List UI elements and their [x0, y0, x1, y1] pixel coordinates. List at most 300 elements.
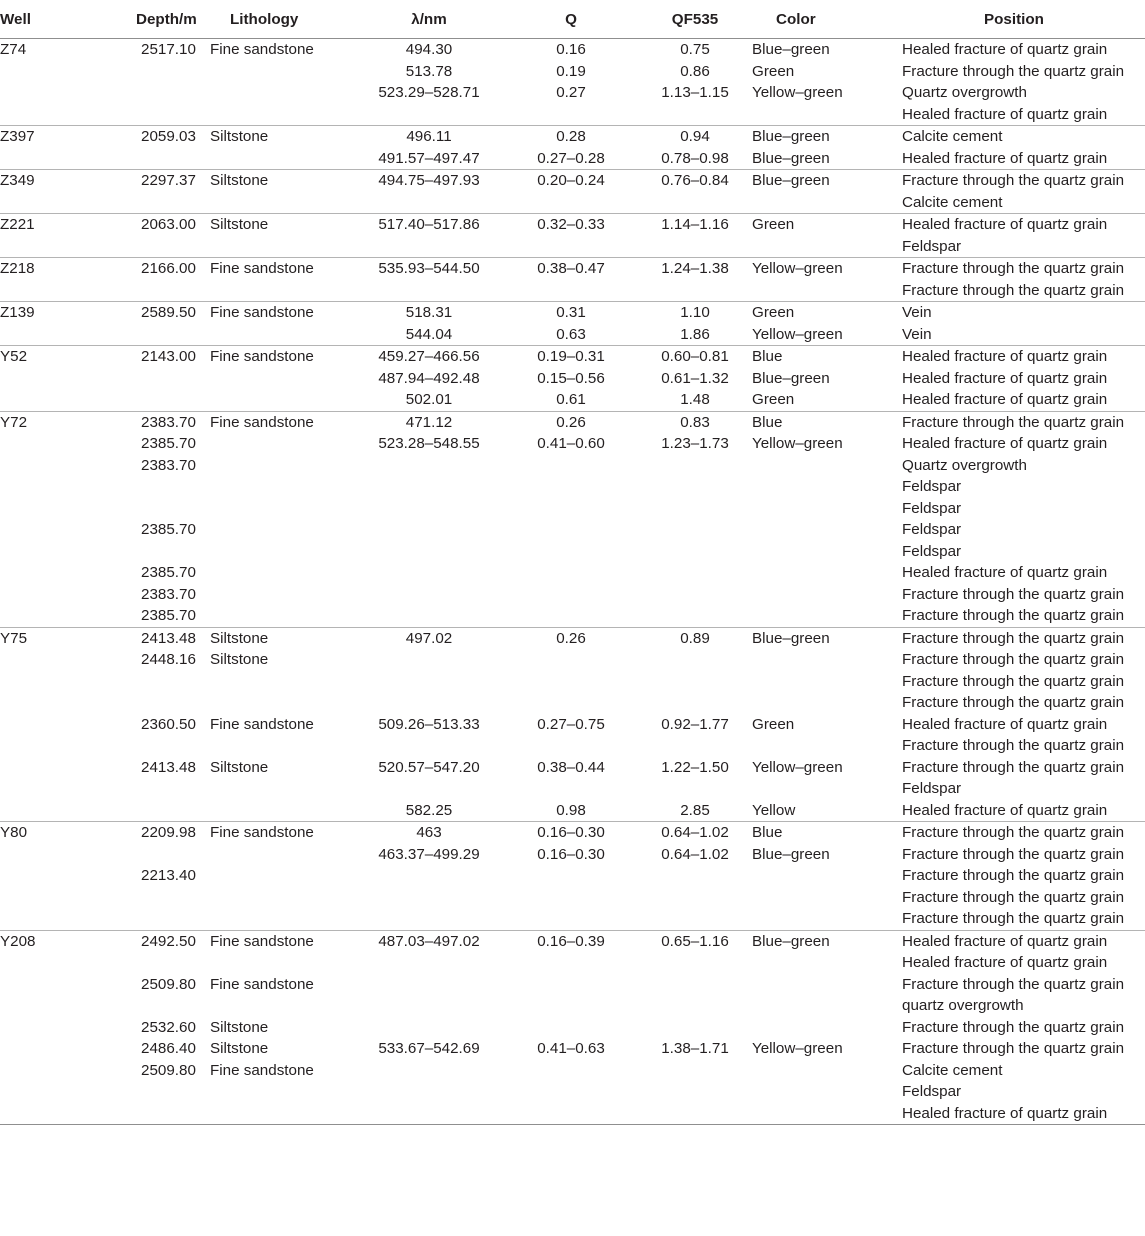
qf535-value — [638, 519, 752, 541]
well-value — [0, 368, 46, 390]
lithology-value — [210, 995, 354, 1017]
cell-well — [0, 346, 46, 412]
cell-lithology — [210, 126, 354, 170]
table-row — [0, 627, 1145, 822]
qf535-value — [638, 605, 752, 627]
depth-value — [141, 280, 210, 302]
well-value — [0, 887, 46, 909]
depth-value — [141, 82, 210, 104]
cell-depth — [46, 302, 210, 346]
lithology-value: Siltstone — [210, 1018, 269, 1036]
position-value: Feldspar — [902, 237, 962, 255]
well-value: Z349 — [0, 172, 35, 189]
lithology-value — [210, 908, 354, 930]
position-value: Fracture through the quartz grain — [902, 172, 1125, 189]
depth-value — [141, 104, 210, 126]
well-value: Y72 — [0, 413, 28, 431]
cell-q — [504, 126, 638, 170]
depth-value: 2209.98 — [141, 824, 196, 841]
well-value — [0, 952, 46, 974]
lambda-value: 494.30 — [405, 41, 453, 58]
cell-color — [752, 302, 902, 346]
cell-position — [902, 822, 1145, 931]
qf535-value: 0.94 — [680, 128, 710, 145]
qf535-value — [638, 649, 752, 671]
lithology-value: Siltstone — [210, 216, 269, 233]
lithology-value: Fine sandstone — [210, 260, 314, 277]
lambda-value — [354, 671, 504, 693]
well-value — [0, 1081, 46, 1103]
well-value: Z139 — [0, 304, 35, 321]
lithology-value: Fine sandstone — [210, 41, 314, 58]
color-value — [752, 692, 902, 714]
position-value: Healed fracture of quartz grain — [902, 149, 1108, 167]
color-value — [752, 1060, 902, 1082]
depth-value — [141, 498, 210, 520]
cell-depth — [46, 214, 210, 258]
cell-position — [902, 302, 1145, 346]
qf535-value: 0.92–1.77 — [661, 715, 729, 733]
cell-depth — [46, 346, 210, 412]
position-value: Fracture through the quartz grain — [902, 413, 1125, 431]
depth-value: 2383.70 — [141, 413, 196, 431]
q-value — [504, 192, 638, 214]
color-value — [752, 908, 902, 930]
cell-q — [504, 214, 638, 258]
cell-color — [752, 627, 902, 822]
cell-color — [752, 126, 902, 170]
lithology-value — [210, 735, 354, 757]
lithology-value — [210, 519, 354, 541]
well-value — [0, 498, 46, 520]
qf535-value — [638, 778, 752, 800]
q-value — [504, 671, 638, 693]
lithology-value — [210, 82, 354, 104]
lambda-value — [354, 498, 504, 520]
well-value — [0, 280, 46, 302]
cell-qf535 — [638, 126, 752, 170]
lithology-value — [210, 562, 354, 584]
qf535-value — [638, 584, 752, 606]
well-value — [0, 476, 46, 498]
color-value: Yellow–green — [752, 325, 843, 343]
lithology-value — [210, 192, 354, 214]
position-value: Feldspar — [902, 478, 962, 495]
color-value — [752, 778, 902, 800]
position-value: Fracture through the quartz grain — [902, 737, 1125, 754]
qf535-value: 1.10 — [680, 304, 710, 321]
table-row — [0, 170, 1145, 214]
lithology-value: Siltstone — [210, 651, 269, 668]
q-value — [504, 605, 638, 627]
position-value: Fracture through the quartz grain — [902, 824, 1125, 841]
header-well: Well — [0, 0, 46, 39]
position-value: Fracture through the quartz grain — [902, 62, 1125, 80]
q-value — [504, 562, 638, 584]
lambda-value — [354, 1103, 504, 1125]
well-value — [0, 800, 46, 822]
depth-value: 2517.10 — [141, 41, 196, 58]
lambda-value — [354, 455, 504, 477]
q-value: 0.27–0.28 — [537, 149, 605, 167]
table-row — [0, 258, 1145, 302]
position-value: Healed fracture of quartz grain — [902, 105, 1108, 123]
color-value: Blue–green — [752, 128, 830, 145]
qf535-value: 1.22–1.50 — [661, 758, 729, 776]
well-value — [0, 61, 46, 83]
cell-color — [752, 39, 902, 126]
cell-lithology — [210, 258, 354, 302]
q-value: 0.31 — [556, 304, 586, 321]
qf535-value — [638, 498, 752, 520]
well-value: Z221 — [0, 216, 35, 233]
q-value — [504, 865, 638, 887]
well-value — [0, 605, 46, 627]
lambda-value: 471.12 — [405, 413, 453, 431]
position-value: Quartz overgrowth — [902, 84, 1027, 101]
cell-depth — [46, 258, 210, 302]
depth-value — [141, 778, 210, 800]
lambda-value: 509.26–513.33 — [378, 715, 480, 733]
qf535-value — [638, 974, 752, 996]
color-value — [752, 236, 902, 258]
header-color: Color — [752, 0, 902, 39]
color-value: Yellow–green — [752, 758, 843, 776]
well-value — [0, 236, 46, 258]
lambda-value: 487.03–497.02 — [378, 932, 480, 950]
lambda-value — [354, 908, 504, 930]
well-value — [0, 692, 46, 714]
q-value — [504, 995, 638, 1017]
depth-value — [141, 148, 210, 170]
well-value — [0, 541, 46, 563]
position-value: Fracture through the quartz grain — [902, 1018, 1125, 1036]
q-value — [504, 519, 638, 541]
cell-depth — [46, 126, 210, 170]
position-value: Healed fracture of quartz grain — [902, 564, 1108, 581]
color-value: Green — [752, 391, 795, 408]
lithology-value — [210, 800, 354, 822]
lithology-value — [210, 952, 354, 974]
lambda-value — [354, 104, 504, 126]
depth-value: 2385.70 — [141, 607, 196, 624]
well-value: Z74 — [0, 41, 27, 58]
lambda-value: 459.27–466.56 — [378, 348, 480, 365]
color-value: Yellow–green — [752, 435, 843, 452]
depth-value — [141, 671, 210, 693]
lithology-value — [210, 1103, 354, 1125]
lambda-value — [354, 192, 504, 214]
lambda-value — [354, 476, 504, 498]
lithology-value: Fine sandstone — [210, 304, 314, 321]
qf535-value — [638, 280, 752, 302]
lithology-value: Fine sandstone — [210, 932, 314, 950]
qf535-value: 0.75 — [680, 41, 710, 58]
depth-value: 2589.50 — [141, 304, 196, 321]
color-value — [752, 671, 902, 693]
position-value: Fracture through the quartz grain — [902, 1040, 1125, 1057]
depth-value — [141, 389, 210, 411]
well-value — [0, 104, 46, 126]
lithology-value — [210, 498, 354, 520]
header-q: Q — [504, 0, 638, 39]
lambda-value: 497.02 — [405, 629, 453, 647]
qf535-value — [638, 865, 752, 887]
lambda-value — [354, 735, 504, 757]
qf535-value: 1.24–1.38 — [661, 260, 729, 277]
cell-lithology — [210, 822, 354, 931]
q-value — [504, 649, 638, 671]
position-value: Fracture through the quartz grain — [902, 585, 1125, 603]
depth-value: 2383.70 — [141, 585, 196, 603]
qf535-value: 0.60–0.81 — [661, 348, 729, 365]
well-value: Y80 — [0, 824, 28, 841]
cell-lambda — [354, 930, 504, 1125]
lambda-value: 582.25 — [405, 801, 453, 819]
well-value — [0, 433, 46, 455]
depth-value: 2297.37 — [141, 172, 196, 189]
cell-qf535 — [638, 302, 752, 346]
well-value: Z218 — [0, 260, 35, 277]
q-value: 0.61 — [556, 391, 586, 408]
qf535-value — [638, 1017, 752, 1039]
q-value — [504, 236, 638, 258]
qf535-value — [638, 692, 752, 714]
well-value — [0, 1060, 46, 1082]
lithology-value — [210, 541, 354, 563]
position-value: Feldspar — [902, 499, 962, 517]
color-value: Green — [752, 216, 795, 233]
depth-value — [141, 476, 210, 498]
q-value: 0.20–0.24 — [537, 172, 605, 189]
depth-value: 2486.40 — [141, 1040, 196, 1057]
depth-value: 2360.50 — [141, 715, 196, 733]
q-value: 0.27 — [556, 84, 586, 101]
depth-value: 2385.70 — [141, 435, 196, 452]
header-qf535: QF535 — [638, 0, 752, 39]
position-value: Feldspar — [902, 521, 962, 538]
table-row — [0, 39, 1145, 126]
cell-position — [902, 930, 1145, 1125]
lithology-value: Siltstone — [210, 172, 269, 189]
lithology-value: Fine sandstone — [210, 413, 314, 431]
position-value: Feldspar — [902, 780, 962, 797]
lambda-value — [354, 562, 504, 584]
cell-lithology — [210, 302, 354, 346]
cell-q — [504, 627, 638, 822]
q-value — [504, 952, 638, 974]
qf535-value — [638, 104, 752, 126]
qf535-value — [638, 476, 752, 498]
cell-position — [902, 346, 1145, 412]
color-value: Blue–green — [752, 629, 830, 647]
position-value: Healed fracture of quartz grain — [902, 715, 1108, 733]
depth-value — [141, 324, 210, 346]
color-value — [752, 1103, 902, 1125]
lithology-value — [210, 844, 354, 866]
qf535-value: 0.83 — [680, 413, 710, 431]
cell-color — [752, 170, 902, 214]
lambda-value — [354, 584, 504, 606]
depth-value — [141, 887, 210, 909]
depth-value — [141, 236, 210, 258]
well-value — [0, 584, 46, 606]
depth-value — [141, 800, 210, 822]
cell-depth — [46, 930, 210, 1125]
color-value: Blue — [752, 348, 783, 365]
q-value — [504, 692, 638, 714]
cell-qf535 — [638, 411, 752, 627]
lambda-value: 487.94–492.48 — [378, 369, 480, 387]
cell-position — [902, 39, 1145, 126]
lithology-value — [210, 1081, 354, 1103]
cell-lambda — [354, 214, 504, 258]
well-value — [0, 671, 46, 693]
position-value: Healed fracture of quartz grain — [902, 216, 1108, 233]
cell-color — [752, 346, 902, 412]
depth-value — [141, 844, 210, 866]
color-value — [752, 562, 902, 584]
qf535-value — [638, 562, 752, 584]
depth-value — [141, 952, 210, 974]
qf535-value — [638, 908, 752, 930]
depth-value: 2532.60 — [141, 1018, 196, 1036]
q-value: 0.19 — [556, 62, 586, 80]
lithology-value: Fine sandstone — [210, 824, 314, 841]
cell-position — [902, 170, 1145, 214]
lambda-value — [354, 778, 504, 800]
depth-value — [141, 1103, 210, 1125]
color-value — [752, 1081, 902, 1103]
lithology-value — [210, 104, 354, 126]
qf535-value: 2.85 — [680, 801, 710, 819]
color-value: Blue–green — [752, 369, 830, 387]
lambda-value: 463 — [416, 824, 442, 841]
q-value — [504, 778, 638, 800]
depth-value: 2509.80 — [141, 1061, 196, 1079]
qf535-value — [638, 455, 752, 477]
q-value — [504, 1081, 638, 1103]
depth-value — [141, 1081, 210, 1103]
well-value — [0, 865, 46, 887]
depth-value — [141, 692, 210, 714]
color-value: Blue–green — [752, 41, 830, 58]
lithology-value: Siltstone — [210, 629, 269, 647]
lithology-value — [210, 389, 354, 411]
depth-value: 2213.40 — [141, 867, 196, 884]
lithology-value: Siltstone — [210, 758, 269, 776]
qf535-value — [638, 671, 752, 693]
qf535-value — [638, 952, 752, 974]
lambda-value — [354, 865, 504, 887]
qf535-value: 0.78–0.98 — [661, 149, 729, 167]
q-value: 0.15–0.56 — [537, 369, 605, 387]
depth-value — [141, 368, 210, 390]
cell-color — [752, 258, 902, 302]
position-value: Vein — [902, 304, 932, 321]
color-value — [752, 280, 902, 302]
depth-value: 2509.80 — [141, 975, 196, 993]
lambda-value — [354, 541, 504, 563]
lambda-value — [354, 236, 504, 258]
color-value — [752, 519, 902, 541]
position-value: Fracture through the quartz grain — [902, 694, 1125, 711]
lithology-value — [210, 778, 354, 800]
table-row — [0, 126, 1145, 170]
q-value: 0.16 — [556, 41, 586, 58]
position-value: Healed fracture of quartz grain — [902, 369, 1108, 387]
lambda-value — [354, 605, 504, 627]
lambda-value: 523.28–548.55 — [378, 435, 480, 452]
cell-qf535 — [638, 627, 752, 822]
qf535-value — [638, 995, 752, 1017]
well-value — [0, 974, 46, 996]
well-value — [0, 995, 46, 1017]
cell-q — [504, 258, 638, 302]
position-value: Fracture through the quartz grain — [902, 281, 1125, 299]
qf535-value: 1.38–1.71 — [661, 1040, 729, 1057]
well-value — [0, 908, 46, 930]
color-value — [752, 952, 902, 974]
header-depth: Depth/m — [46, 0, 210, 39]
cell-lambda — [354, 302, 504, 346]
cell-well — [0, 126, 46, 170]
well-value — [0, 649, 46, 671]
qf535-value: 0.86 — [680, 62, 710, 80]
depth-value: 2448.16 — [141, 651, 196, 668]
lithology-value — [210, 605, 354, 627]
color-value: Blue — [752, 824, 783, 841]
depth-value: 2059.03 — [141, 128, 196, 145]
qf535-value: 0.64–1.02 — [661, 824, 729, 841]
q-value: 0.19–0.31 — [537, 348, 605, 365]
cell-position — [902, 627, 1145, 822]
cell-well — [0, 930, 46, 1125]
qf535-value — [638, 541, 752, 563]
qf535-value — [638, 1081, 752, 1103]
cell-lambda — [354, 346, 504, 412]
position-value: Vein — [902, 325, 932, 343]
color-value — [752, 605, 902, 627]
qf535-value: 1.48 — [680, 391, 710, 408]
well-value: Y75 — [0, 629, 28, 647]
cell-q — [504, 170, 638, 214]
cell-lithology — [210, 627, 354, 822]
lambda-value: 533.67–542.69 — [378, 1040, 480, 1057]
color-value — [752, 649, 902, 671]
qf535-value — [638, 1060, 752, 1082]
position-value: Healed fracture of quartz grain — [902, 435, 1108, 452]
position-value: Fracture through the quartz grain — [902, 260, 1125, 277]
color-value — [752, 476, 902, 498]
q-value — [504, 476, 638, 498]
qf535-value: 0.61–1.32 — [661, 369, 729, 387]
color-value — [752, 735, 902, 757]
depth-value — [141, 995, 210, 1017]
cell-position — [902, 411, 1145, 627]
color-value — [752, 865, 902, 887]
table-body — [0, 39, 1145, 1125]
q-value: 0.16–0.30 — [537, 824, 605, 841]
depth-value — [141, 735, 210, 757]
q-value — [504, 735, 638, 757]
q-value: 0.38–0.47 — [537, 260, 605, 277]
q-value: 0.28 — [556, 128, 586, 145]
cell-depth — [46, 170, 210, 214]
color-value: Yellow–green — [752, 260, 843, 277]
q-value — [504, 541, 638, 563]
cell-well — [0, 822, 46, 931]
